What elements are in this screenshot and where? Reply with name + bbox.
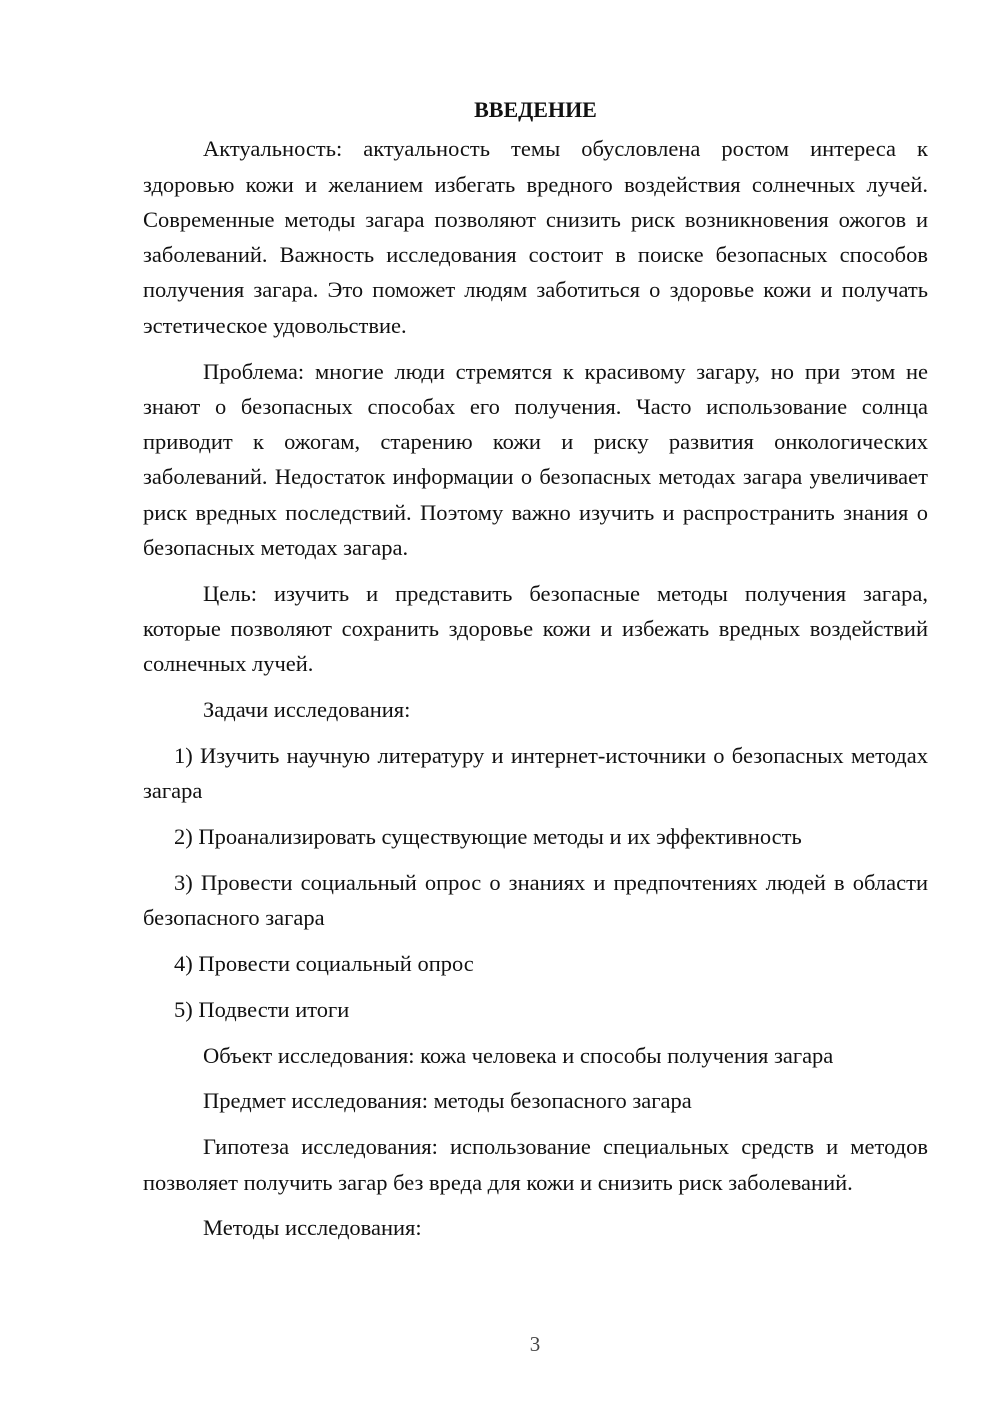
relevance-paragraph: Актуальность: актуальность темы обусловлена ростом интереса к здоровью кожи и желанием избегать вредного воздействия солнечных лучей. Современные методы загара позволяют снизить риск возникновения ожогов и заболеваний. Важность исследования состоит в поиске безопасных способов получения загара. Это поможет людям заботиться о здоровье кожи и получать эстетическое удовольствие. <box>143 136 928 338</box>
hypothesis-paragraph: Гипотеза исследования: использование специальных средств и методов позволяет получить загар без вреда для кожи и снизить риск заболеваний. <box>143 1134 928 1195</box>
task-item-1: 1) Изучить научную литературу и интернет-источники о безопасных методах загара <box>143 743 928 804</box>
problem-paragraph: Проблема: многие люди стремятся к красивому загару, но при этом не знают о безопасных способах его получения. Часто использование солнца приводит к ожогам, старению кожи и риску развития онкологических заболеваний. Недостаток информации о безопасных методах загара увеличивает риск вредных последствий. Поэтому важно изучить и распространить знания о безопасных методах загара. <box>143 358 928 561</box>
object-paragraph: Объект исследования: кожа человека и способы получения загара <box>203 1042 834 1068</box>
document-body <box>143 92 928 1256</box>
tasks-heading: Задачи исследования: <box>203 697 411 723</box>
task-item-3: 3) Провести социальный опрос о знаниях и предпочтениях людей в области безопасного загара <box>143 869 928 931</box>
page-number: 3 <box>529 1332 541 1356</box>
goal-paragraph: Цель: изучить и представить безопасные методы получения загара, которые позволяют сохранить здоровье кожи и избежать вредных воздействий солнечных лучей. <box>143 580 928 677</box>
methods-heading: Методы исследования: <box>203 1215 422 1241</box>
page-title: ВВЕДЕНИЕ <box>474 97 597 122</box>
task-item-4: 4) Провести социальный опрос <box>174 951 474 977</box>
task-item-2: 2) Проанализировать существующие методы и их эффективность <box>174 824 802 850</box>
subject-paragraph: Предмет исследования: методы безопасного загара <box>203 1088 692 1114</box>
task-item-5: 5) Подвести итоги <box>174 996 350 1022</box>
